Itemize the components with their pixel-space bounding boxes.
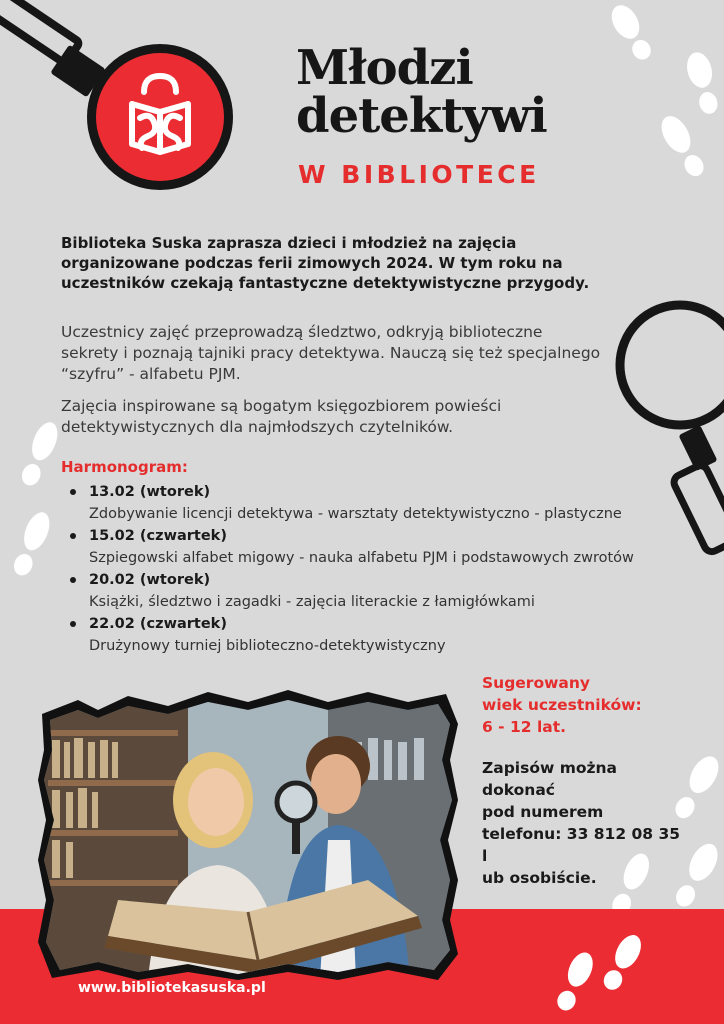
- schedule-title: Harmonogram:: [61, 458, 188, 476]
- schedule-date: 22.02 (czwartek): [89, 616, 227, 632]
- schedule-item: [66, 613, 666, 657]
- schedule-list: [66, 481, 666, 657]
- kids-reading-illustration: [38, 680, 458, 980]
- schedule-description: Zdobywanie licencji detektywa - warsztaty detektywistyczno - plastyczne: [89, 506, 622, 522]
- schedule-item: [66, 525, 666, 569]
- signup-phone: telefonu: 33 812 08 35 l: [482, 825, 681, 865]
- signup-line: dokonać: [482, 781, 555, 799]
- signup-line: pod numerem: [482, 803, 604, 821]
- age-recommendation: [482, 672, 682, 738]
- schedule-date: 13.02 (wtorek): [89, 484, 211, 500]
- intro-text: Biblioteka Suska zaprasza dzieci i młodzież na zajęcia organizowane podczas ferii zimowych 2024. W tym roku na uczestników czekają fantastyczne detektywistyczne przygody.: [61, 234, 590, 292]
- schedule-date: 20.02 (wtorek): [89, 572, 211, 588]
- footprint-icon: [14, 418, 62, 498]
- schedule-description: Książki, śledztwo i zagadki - zajęcia literackie z łamigłówkami: [89, 594, 535, 610]
- schedule-item: [66, 481, 666, 525]
- schedule-description: Szpiegowski alfabet migowy - nauka alfabetu PJM i podstawowych zwrotów: [89, 550, 634, 566]
- description-paragraph: Zajęcia inspirowane są bogatym księgozbiorem powieści detektywistycznych dla najmłodszych czytelników.: [61, 397, 502, 436]
- website-link[interactable]: www.bibliotekasuska.pl: [78, 980, 266, 996]
- title-line-1: Młodzi: [296, 40, 473, 96]
- footprint-icon: [655, 110, 715, 190]
- footprint-icon: [596, 930, 646, 1000]
- footprint-icon: [603, 0, 663, 70]
- title-line-2: detektywi: [296, 88, 547, 144]
- schedule-date: 15.02 (czwartek): [89, 528, 227, 544]
- description-paragraph: Uczestnicy zajęć przeprowadzą śledztwo, odkryją biblioteczne sekrety i poznają tajniki pracy detektywa. Nauczą się też specjalnego “szyfru” - alfabetu PJM.: [61, 323, 601, 383]
- schedule-item: [66, 569, 666, 613]
- schedule-description: Drużynowy turniej biblioteczno-detektywistyczny: [89, 638, 446, 654]
- signup-line: ub osobiście.: [482, 869, 597, 887]
- page-subtitle: W BIBLIOTECE: [298, 160, 540, 189]
- page-title: [296, 40, 547, 144]
- magnifier-logo-icon: [0, 0, 250, 200]
- footprint-icon: [2, 508, 58, 588]
- age-range: 6 - 12 lat.: [482, 718, 567, 736]
- age-line: wiek uczestników:: [482, 696, 642, 714]
- signup-info: [482, 757, 687, 889]
- signup-line: Zapisów można: [482, 759, 618, 777]
- footprint-icon: [548, 948, 598, 1024]
- age-line: Sugerowany: [482, 674, 591, 692]
